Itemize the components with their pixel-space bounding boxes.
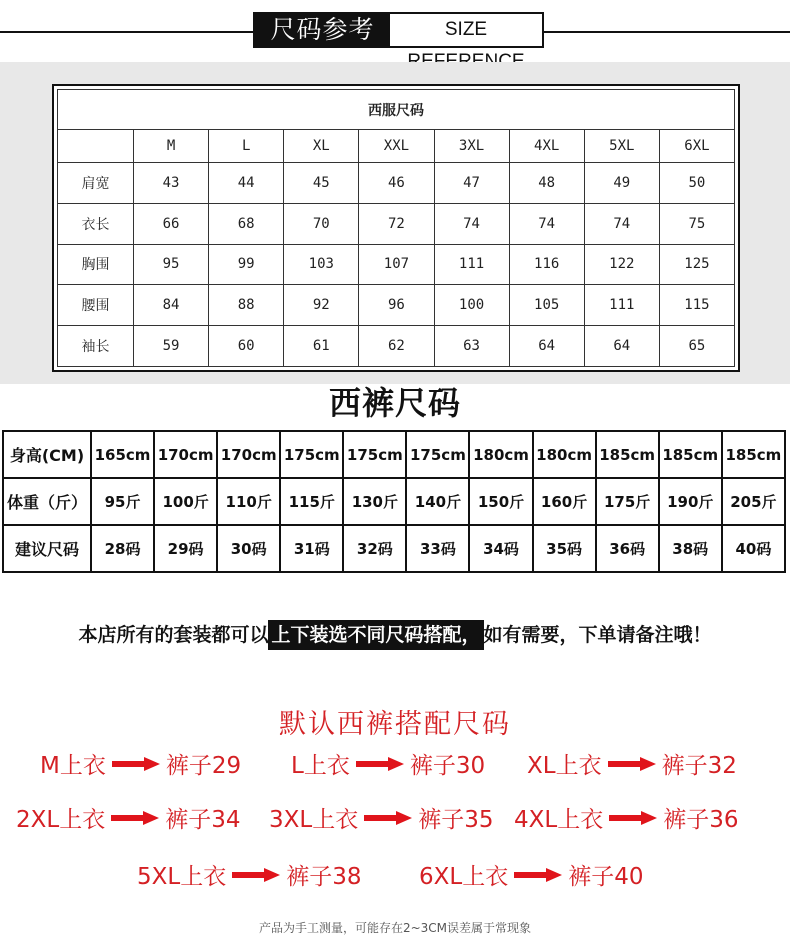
mix-size-note [0,620,790,647]
pants-cell: 30码 [217,525,280,572]
pairing-item [137,858,362,891]
suit-cell: 64 [584,326,659,367]
pairing-top-size: 2XL上衣 [16,807,106,833]
pants-cell: 140斤 [406,478,469,525]
arrow-right-icon [608,757,656,771]
pants-row-label: 身高(CM) [3,431,91,478]
arrow-right-icon [514,868,562,882]
pants-cell: 36码 [596,525,659,572]
pants-cell: 175斤 [596,478,659,525]
suit-cell: 48 [509,163,584,204]
suit-table-title: 西服尺码 [58,90,735,130]
suit-col-header: L [209,130,284,163]
suit-cell: 46 [359,163,434,204]
suit-col-header: M [134,130,209,163]
pants-cell: 34码 [469,525,532,572]
pants-cell: 160斤 [533,478,596,525]
suit-cell: 88 [209,285,284,326]
pants-cell: 35码 [533,525,596,572]
table-row [58,203,735,244]
suit-size-frame [52,84,740,372]
pairing-top-size: 3XL上衣 [269,807,359,833]
pants-cell: 180cm [533,431,596,478]
pairing-top-size: 6XL上衣 [419,864,509,890]
header-title-box [253,12,544,48]
suit-cell: 74 [584,203,659,244]
pants-cell: 185cm [659,431,722,478]
suit-cell: 50 [659,163,734,204]
suit-cell: 103 [284,244,359,285]
pants-cell: 175cm [343,431,406,478]
suit-col-header: XXL [359,130,434,163]
pairing-pants-size: 裤子30 [409,753,486,779]
suit-cell: 60 [209,326,284,367]
pants-cell: 95斤 [91,478,154,525]
pants-size-table [2,430,786,573]
pairing-item [419,858,644,891]
suit-cell: 72 [359,203,434,244]
suit-cell: 111 [434,244,509,285]
pairing-item [514,801,739,834]
pairing-item [269,801,494,834]
pants-cell: 180cm [469,431,532,478]
arrow-right-icon [609,811,657,825]
header-title-en: SIZE [444,19,488,40]
pants-cell: 170cm [217,431,280,478]
pairing-top-size: M上衣 [40,753,106,779]
measurement-footnote: 产品为手工测量，可能存在2~3CM误差属于常现象 [258,921,532,935]
suit-cell: 62 [359,326,434,367]
pants-cell: 115斤 [280,478,343,525]
table-row [58,244,735,285]
table-row [58,163,735,204]
suit-col-header: 3XL [434,130,509,163]
suit-cell: 44 [209,163,284,204]
suit-row-label: 胸围 [58,244,134,285]
pants-row-label: 建议尺码 [3,525,91,572]
table-row [3,431,785,478]
pairing-pants-size: 裤子40 [568,864,644,890]
suit-cell: 95 [134,244,209,285]
pants-cell: 28码 [91,525,154,572]
pants-cell: 175cm [280,431,343,478]
suit-cell: 74 [509,203,584,244]
pants-cell: 185cm [722,431,785,478]
suit-cell: 96 [359,285,434,326]
suit-size-table [57,89,735,367]
size-reference-header [0,0,790,62]
default-pairing-title: 默认西裤搭配尺码 [279,709,511,740]
suit-cell: 70 [284,203,359,244]
suit-cell: 47 [434,163,509,204]
table-row [3,525,785,572]
suit-cell: 61 [284,326,359,367]
suit-col-header: 6XL [659,130,734,163]
suit-col-header: 4XL [509,130,584,163]
pairing-pants-size: 裤子34 [165,807,241,833]
suit-cell: 100 [434,285,509,326]
pants-cell: 38码 [659,525,722,572]
suit-cell: 64 [509,326,584,367]
suit-cell: 107 [359,244,434,285]
suit-cell: 59 [134,326,209,367]
suit-col-header: 5XL [584,130,659,163]
suit-cell: 99 [209,244,284,285]
suit-row-label: 衣长 [58,203,134,244]
table-row [3,478,785,525]
suit-cell: 75 [659,203,734,244]
pairing-top-size: 4XL上衣 [514,807,604,833]
suit-col-header: XL [284,130,359,163]
suit-cell: 68 [209,203,284,244]
suit-row-label: 腰围 [58,285,134,326]
suit-cell: 63 [434,326,509,367]
pairing-top-size: 5XL上衣 [137,864,227,890]
pairing-pants-size: 裤子36 [663,807,739,833]
note-text-after: 如有需要，下单请备注哦！ [483,624,712,646]
suit-cell: 45 [284,163,359,204]
pants-cell: 33码 [406,525,469,572]
header-title-zh: 尺码参考 [255,14,390,46]
suit-cell: 125 [659,244,734,285]
pairing-top-size: L上衣 [291,753,350,779]
arrow-right-icon [364,811,412,825]
pants-cell: 150斤 [469,478,532,525]
pairing-pants-size: 裤子35 [418,807,494,833]
suit-size-section [0,62,790,384]
pants-row-label: 体重（斤） [3,478,91,525]
pants-cell: 130斤 [343,478,406,525]
pairing-item [527,747,737,780]
arrow-right-icon [356,757,404,771]
pants-cell: 100斤 [154,478,217,525]
suit-cell: 43 [134,163,209,204]
pants-cell: 175cm [406,431,469,478]
suit-corner-cell [58,130,134,163]
pants-cell: 165cm [91,431,154,478]
suit-header-row [58,130,735,163]
table-row [58,326,735,367]
suit-row-label: 肩宽 [58,163,134,204]
pants-cell: 40码 [722,525,785,572]
pairing-top-size: XL上衣 [527,753,602,779]
arrow-right-icon [111,811,159,825]
pants-cell: 29码 [154,525,217,572]
pairing-pants-size: 裤子29 [165,753,242,779]
pairing-pants-size: 裤子38 [286,864,362,890]
pants-cell: 32码 [343,525,406,572]
suit-cell: 115 [659,285,734,326]
suit-cell: 111 [584,285,659,326]
note-highlight: 上下装选不同尺码搭配， [268,620,483,650]
arrow-right-icon [232,868,280,882]
suit-cell: 65 [659,326,734,367]
pairing-item [16,801,241,834]
pants-cell: 190斤 [659,478,722,525]
table-row [58,285,735,326]
pants-table-title: 西裤尺码 [328,384,461,422]
pairing-pants-size: 裤子32 [661,753,737,779]
pants-cell: 170cm [154,431,217,478]
suit-cell: 84 [134,285,209,326]
suit-cell: 74 [434,203,509,244]
pairing-item [291,747,485,780]
arrow-right-icon [112,757,160,771]
suit-cell: 105 [509,285,584,326]
suit-cell: 49 [584,163,659,204]
pants-cell: 31码 [280,525,343,572]
pants-cell: 185cm [596,431,659,478]
suit-cell: 116 [509,244,584,285]
suit-cell: 66 [134,203,209,244]
suit-cell: 122 [584,244,659,285]
note-text-before: 本店所有的套装都可以 [78,624,269,646]
pants-cell: 110斤 [217,478,280,525]
pants-cell: 205斤 [722,478,785,525]
suit-row-label: 袖长 [58,326,134,367]
pairing-item [40,747,241,780]
suit-cell: 92 [284,285,359,326]
